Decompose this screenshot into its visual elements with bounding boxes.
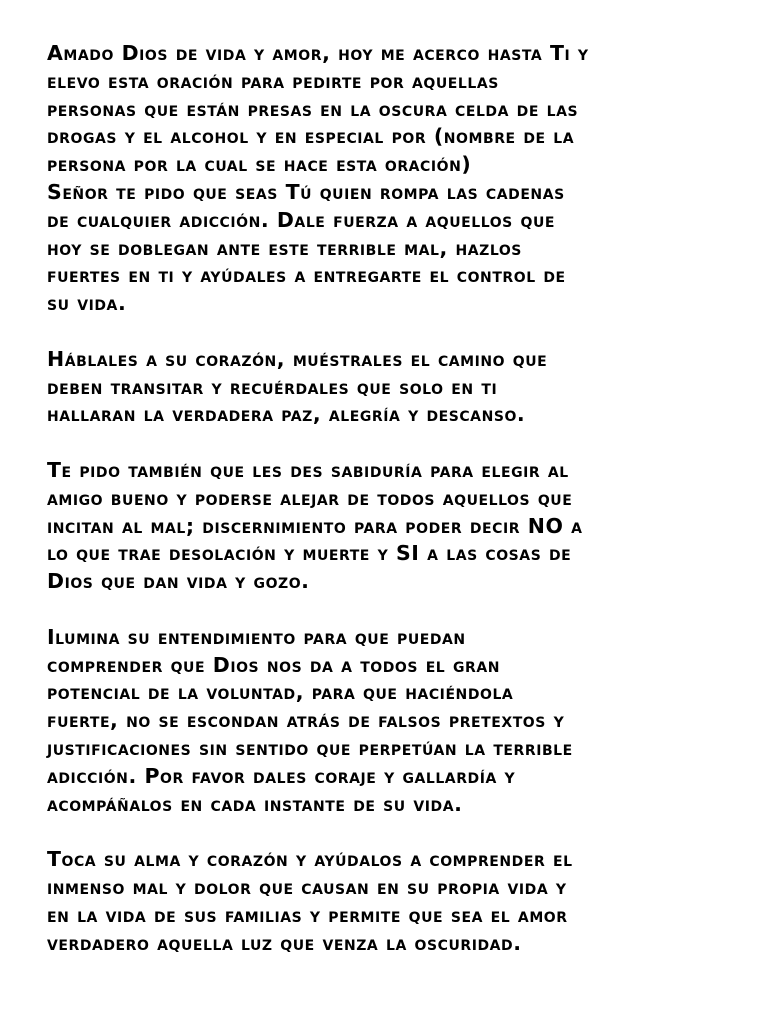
- text-line: verdadero aquella luz que venza la oscuridad.: [47, 930, 522, 955]
- text-line: comprender que Dios nos da a todos el gran: [47, 652, 500, 677]
- text-line: personas que están presas en la oscura celda de las: [47, 96, 579, 121]
- text-line: deben transitar y recuérdales que solo en ti: [47, 374, 498, 399]
- text-line: hoy se doblegan ante este terrible mal, hazlos: [47, 235, 522, 260]
- text-line: adicción. Por favor dales coraje y gallardía y: [47, 763, 516, 788]
- text-line: persona por la cual se hace esta oración): [47, 152, 472, 177]
- text-line: potencial de la voluntad, para que haciéndola: [47, 680, 514, 705]
- text-line: Amado Dios de vida y amor, hoy me acerco hasta Ti y: [47, 41, 589, 65]
- text-line: fuertes en ti y ayúdales a entregarte el control de: [47, 263, 566, 288]
- text-line: Ilumina su entendimiento para que puedan: [47, 624, 466, 649]
- text-line: inmenso mal y dolor que causan en su propia vida y: [47, 874, 567, 899]
- text-line: amigo bueno y poderse alejar de todos aquellos que: [47, 485, 573, 510]
- text-line: incitan al mal; discernimiento para poder decir NO a: [47, 513, 583, 538]
- text-line: Toca su alma y corazón y ayúdalos a comprender el: [47, 847, 573, 872]
- text-line: su vida.: [47, 291, 127, 316]
- text-line: hallaran la verdadera paz, alegría y descanso.: [47, 402, 526, 427]
- paragraph-3: [47, 457, 727, 596]
- paragraph-1: [47, 40, 727, 318]
- text-line: Te pido también que les des sabiduría para elegir al: [47, 457, 569, 482]
- text-line: fuerte, no se escondan atrás de falsos pretextos y: [47, 708, 565, 733]
- text-line: lo que trae desolación y muerte y SI a las cosas de: [47, 541, 572, 566]
- text-line: Háblales a su corazón, muéstrales el camino que: [47, 346, 548, 371]
- text-line: drogas y el alcohol y en especial por (nombre de la: [47, 124, 575, 149]
- prayer-document: [47, 40, 727, 985]
- paragraph-4: [47, 624, 727, 819]
- paragraph-2: [47, 346, 727, 429]
- text-line: Señor te pido que seas Tú quien rompa las cadenas: [47, 179, 565, 204]
- text-line: de cualquier adicción. Dale fuerza a aquellos que: [47, 207, 555, 232]
- text-line: justificaciones sin sentido que perpetúan la terrible: [47, 735, 573, 760]
- text-line: en la vida de sus familias y permite que sea el amor: [47, 902, 568, 927]
- paragraph-5: [47, 846, 727, 957]
- text-line: acompáñalos en cada instante de su vida.: [47, 791, 463, 816]
- text-line: elevo esta oración para pedirte por aquellas: [47, 68, 499, 93]
- text-line: Dios que dan vida y gozo.: [47, 569, 310, 594]
